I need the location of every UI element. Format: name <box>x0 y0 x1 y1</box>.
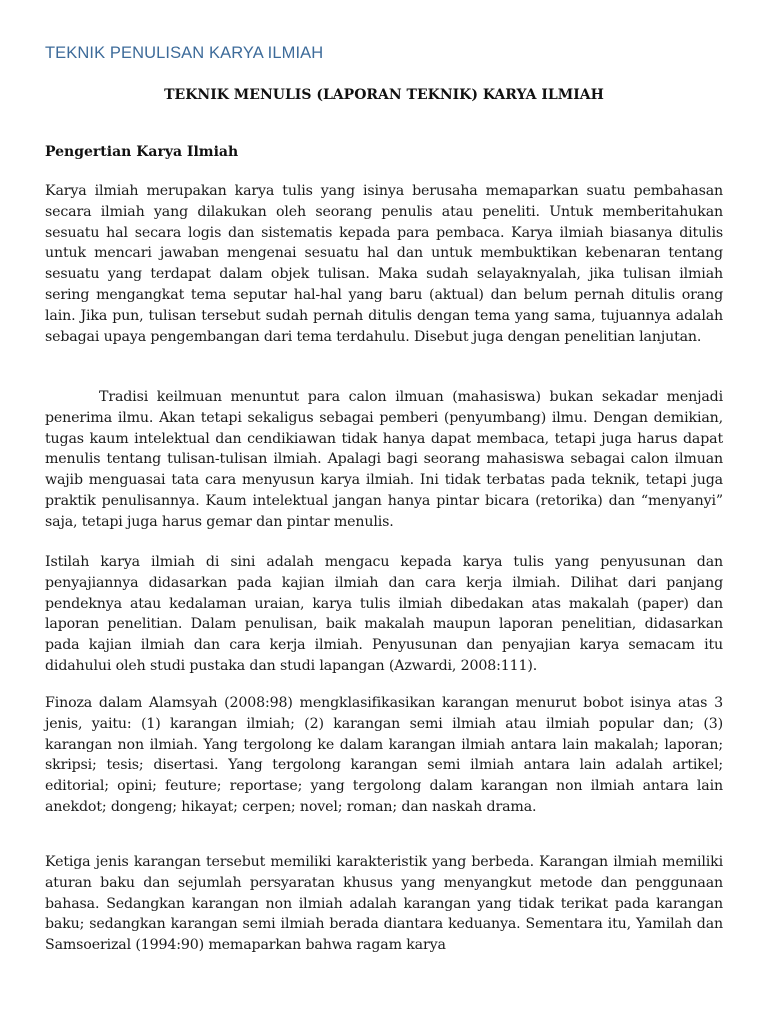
paragraph-classification: Finoza dalam Alamsyah (2008:98) mengklasifikasikan karangan menurut bobot isinya atas 3 jenis, yaitu: (1) karangan ilmiah; (2) karangan semi ilmiah atau ilmiah popular dan; (3) karangan non ilmiah. Yang tergolong ke dalam karangan ilmiah antara lain makalah; laporan; skripsi; tesis; disertasi. Yang tergolong karangan semi ilmiah antara lain adalah artikel; editorial; opini; feuture; reportase; yang tergolong dalam karangan non ilmiah antara lain anekdot; dongeng; hikayat; cerpen; novel; roman; dan naskah drama. <box>45 695 723 815</box>
document-title: TEKNIK MENULIS (LAPORAN TEKNIK) KARYA ILMIAH <box>164 87 604 103</box>
paragraph-tradition: Tradisi keilmuan menuntut para calon ilmuan (mahasiswa) bukan sekadar menjadi penerima ilmu. Akan tetapi sekaligus sebagai pemberi (penyumbang) ilmu. Dengan demikian, tugas kaum intelektual dan cendikiawan tidak hanya dapat membaca, tetapi juga harus dapat menulis tentang tulisan-tulisan ilmiah. Apalagi bagi seorang mahasiswa sebagai calon ilmuan wajib menguasai tata cara menyusun karya ilmiah. Ini tidak terbatas pada teknik, tetapi juga praktik penulisannya. Kaum intelektual jangan hanya pintar bicara (retorika) dan “menyanyi” saja, tetapi juga harus gemar dan pintar menulis. <box>45 389 723 530</box>
section-heading: Pengertian Karya Ilmiah <box>45 144 239 160</box>
document-header: TEKNIK PENULISAN KARYA ILMIAH <box>45 44 324 62</box>
paragraph-term: Istilah karya ilmiah di sini adalah mengacu kepada karya tulis yang penyusunan dan penyajiannya didasarkan pada kajian ilmiah dan cara kerja ilmiah. Dilihat dari panjang pendeknya atau kedalaman uraian, karya tulis ilmiah dibedakan atas makalah (paper) dan laporan penelitian. Dalam penulisan, baik makalah maupun laporan penelitian, didasarkan pada kajian ilmiah dan cara kerja ilmiah. Penyusunan dan penyajian karya semacam itu didahului oleh studi pustaka dan studi lapangan (Azwardi, 2008:111). <box>45 554 723 674</box>
paragraph-characteristics: Ketiga jenis karangan tersebut memiliki karakteristik yang berbeda. Karangan ilmiah memiliki aturan baku dan sejumlah persyaratan khusus yang menyangkut metode dan penggunaan bahasa. Sedangkan karangan non ilmiah adalah karangan yang tidak terikat pada karangan baku; sedangkan karangan semi ilmiah berada diantara keduanya. Sementara itu, Yamilah dan Samsoerizal (1994:90) memaparkan bahwa ragam karya <box>45 854 723 954</box>
paragraph-definition: Karya ilmiah merupakan karya tulis yang isinya berusaha memaparkan suatu pembahasan secara ilmiah yang dilakukan oleh seorang penulis atau peneliti. Untuk memberitahukan sesuatu hal secara logis dan sistematis kepada para pembaca. Karya ilmiah biasanya ditulis untuk mencari jawaban mengenai sesuatu hal dan untuk membuktikan kebenaran tentang sesuatu yang terdapat dalam objek tulisan. Maka sudah selayaknyalah, jika tulisan ilmiah sering mengangkat tema seputar hal-hal yang baru (aktual) dan belum pernah ditulis orang lain. Jika pun, tulisan tersebut sudah pernah ditulis dengan tema yang sama, tujuannya adalah sebagai upaya pengembangan dari tema terdahulu. Disebut juga dengan penelitian lanjutan. <box>45 183 723 345</box>
